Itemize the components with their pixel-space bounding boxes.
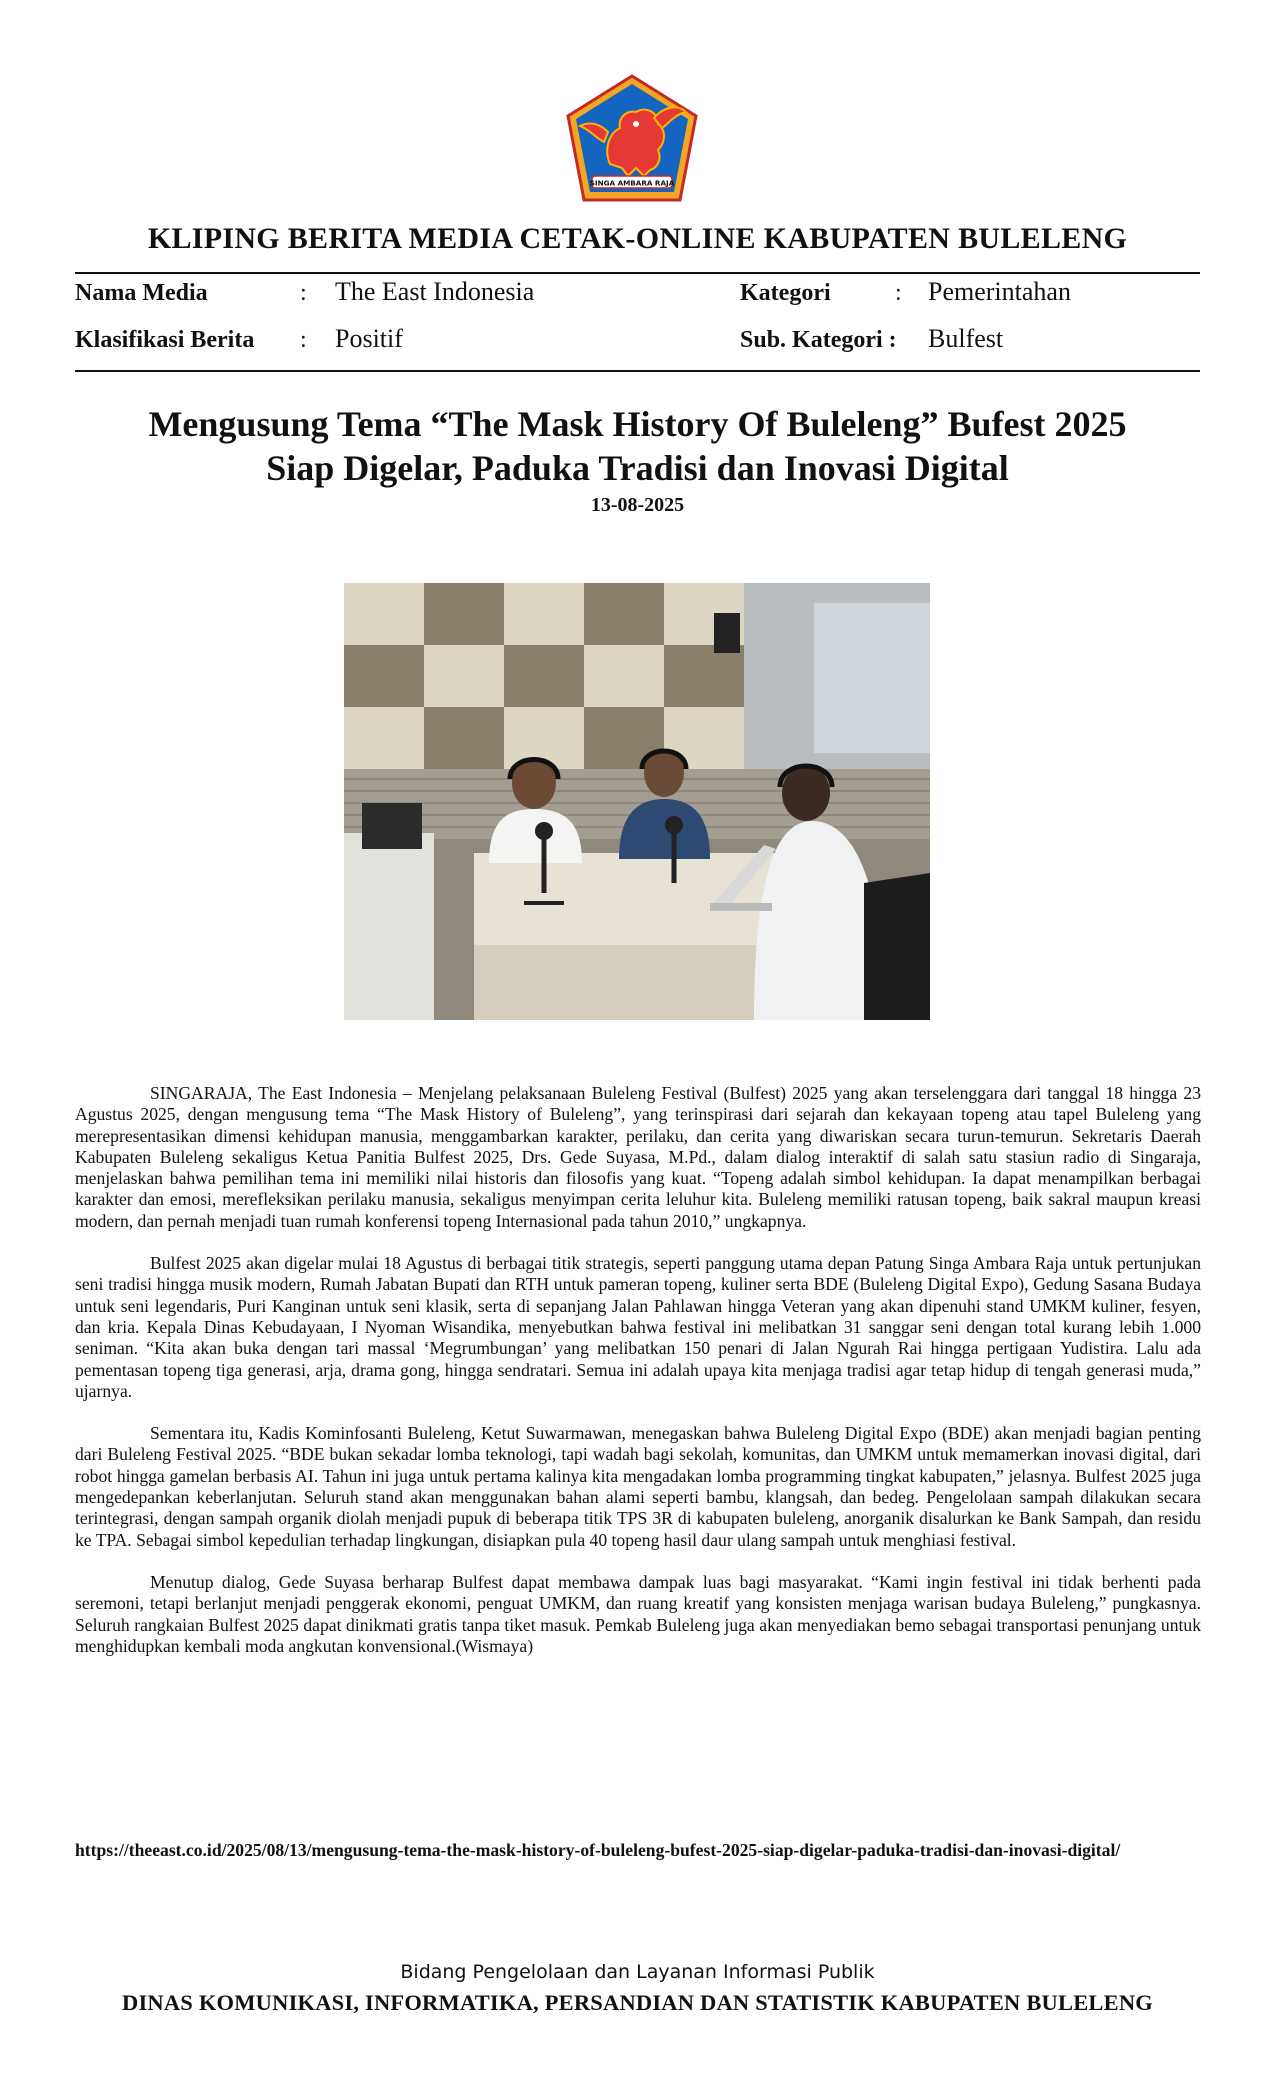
category-label: Kategori [740, 280, 831, 306]
article-title [100, 402, 1175, 490]
article-title-line-2: Siap Digelar, Paduka Tradisi dan Inovasi Digital [266, 448, 1009, 488]
classification-label: Klasifikasi Berita [75, 327, 255, 353]
subcategory-value: Bulfest [928, 324, 1004, 353]
buleleng-emblem-logo [562, 72, 702, 208]
article-paragraph: Bulfest 2025 akan digelar mulai 18 Agustus di berbagai titik strategis, seperti panggung utama depan Patung Singa Ambara Raja untuk pertunjukan seni tradisi hingga musik modern, Rumah Jabatan Bupati dan RTH untuk pameran topeng, kuliner serta BDE (Buleleng Digital Expo), Gedung Sasana Budaya untuk seni legendaris, Puri Kanginan untuk seni klasik, serta di sepanjang Jalan Pahlawan hingga Veteran yang akan dipenuhi stand UMKM kuliner, fesyen, dan kria. Kepala Dinas Kebudayaan, I Nyoman Wisandika, menyebutkan bahwa festival ini melibatkan 31 sanggar seni dengan total kurang lebih 1.000 seniman. “Kita akan buka dengan tari massal ‘Megrumbungan’ yang melibatkan 150 penari di Jalan Ngurah Rai hingga pertigaan Yudistira. Lalu ada pementasan topeng tiga generasi, arja, drama gong, hingga sendratari. Semua ini adalah upaya kita menjaga tradisi agar tetap hidup di tengah generasi muda,” ujarnya. [75, 1253, 1201, 1401]
category-value: Pemerintahan [928, 277, 1071, 306]
footer-agency: DINAS KOMUNIKASI, INFORMATIKA, PERSANDIAN DAN STATISTIK KABUPATEN BULELENG [122, 1990, 1153, 2015]
article-body [75, 1083, 1201, 1678]
article-title-line-1: Mengusung Tema “The Mask History Of Buleleng” Bufest 2025 [148, 404, 1127, 444]
radio-studio-photo [344, 583, 930, 1020]
header-divider-bottom [75, 370, 1200, 372]
article-paragraph: Menutup dialog, Gede Suyasa berharap Bulfest dapat membawa dampak luas bagi masyarakat. “Kami ingin festival ini tidak berhenti pada seremoni, tetapi berlanjut menjadi penggerak ekonomi, penguat UMKM, dan ruang kreatif yang konsisten menjaga warisan budaya Buleleng,” pungkasnya. Seluruh rangkaian Bulfest 2025 dapat dinikmati gratis tanpa tiket masuk. Pemkab Buleleng juga akan menyediakan bemo sebagai transportasi penunjang untuk menghidupkan kembali moda angkutan konvensional.(Wismaya) [75, 1571, 1201, 1656]
clipping-header-title: KLIPING BERITA MEDIA CETAK-ONLINE KABUPATEN BULELENG [147, 222, 1128, 255]
article-paragraph: SINGARAJA, The East Indonesia – Menjelang pelaksanaan Buleleng Festival (Bulfest) 2025 yang akan terselenggara dari tanggal 18 hingga 23 Agustus 2025, dengan mengusung tema “The Mask History of Buleleng”, yang terinspirasi dari sejarah dan kekayaan topeng atau tapel Buleleng yang merepresentasikan dimensi kehidupan manusia, menggambarkan karakter, perilaku, dan cerita yang diwariskan secara turun-temurun. Sekretaris Daerah Kabupaten Buleleng sekaligus Ketua Panitia Bulfest 2025, Drs. Gede Suyasa, M.Pd., dalam dialog interaktif di salah satu stasiun radio di Singaraja, menjelaskan bahwa pemilihan tema ini memiliki nilai historis dan filosofis yang kuat. “Topeng adalah simbol kehidupan. Ia dapat menampilkan berbagai karakter dan emosi, merefleksikan perilaku manusia, sekaligus menyimpan cerita leluhur kita. Buleleng memiliki ratusan topeng, baik sakral maupun kreasi modern, dan pernah menjadi tuan rumah konferensi topeng Internasional pada tahun 2010,” ungkapnya. [75, 1083, 1201, 1231]
classification-value: Positif [335, 324, 403, 353]
source-url-link[interactable]: https://theeast.co.id/2025/08/13/mengusung-tema-the-mask-history-of-buleleng-bufest-2025-siap-digelar-paduka-tradisi-dan-inovasi-digital/ [75, 1840, 1121, 1860]
article-date: 13-08-2025 [590, 494, 685, 516]
footer-department: Bidang Pengelolaan dan Layanan Informasi Publik [400, 1961, 875, 1983]
logo-caption: SINGA AMBARA RAJA [589, 178, 675, 188]
subcategory-label: Sub. Kategori : [740, 327, 897, 353]
header-divider-top [75, 272, 1200, 274]
media-value: The East Indonesia [335, 277, 535, 306]
category-colon: : [895, 280, 902, 306]
classification-colon: : [300, 327, 307, 353]
media-label: Nama Media [75, 280, 208, 306]
article-paragraph: Sementara itu, Kadis Kominfosanti Buleleng, Ketut Suwarmawan, menegaskan bahwa Buleleng Digital Expo (BDE) akan menjadi bagian penting dari Buleleng Festival 2025. “BDE bukan sekadar lomba teknologi, tapi wadah bagi sekolah, komunitas, dan UMKM untuk memamerkan inovasi digital, dari robot hingga gamelan berbasis AI. Tahun ini juga untuk pertama kalinya kita mengadakan lomba programming tingkat kabupaten,” jelasnya. Bulfest 2025 juga mengedepankan keberlanjutan. Seluruh stand akan menggunakan bahan alami seperti bambu, klangsah, dan bedeg. Pengelolaan sampah dilakukan secara terintegrasi, dengan sampah organik diolah menjadi pupuk di beberapa titik TPS 3R di kabupaten buleleng, anorganik disalurkan ke Bank Sampah, dan residu ke TPA. Sebagai simbol kepedulian terhadap lingkungan, disiapkan pula 40 topeng hasil daur ulang sampah untuk menghiasi festival. [75, 1423, 1201, 1550]
media-colon: : [300, 280, 307, 306]
